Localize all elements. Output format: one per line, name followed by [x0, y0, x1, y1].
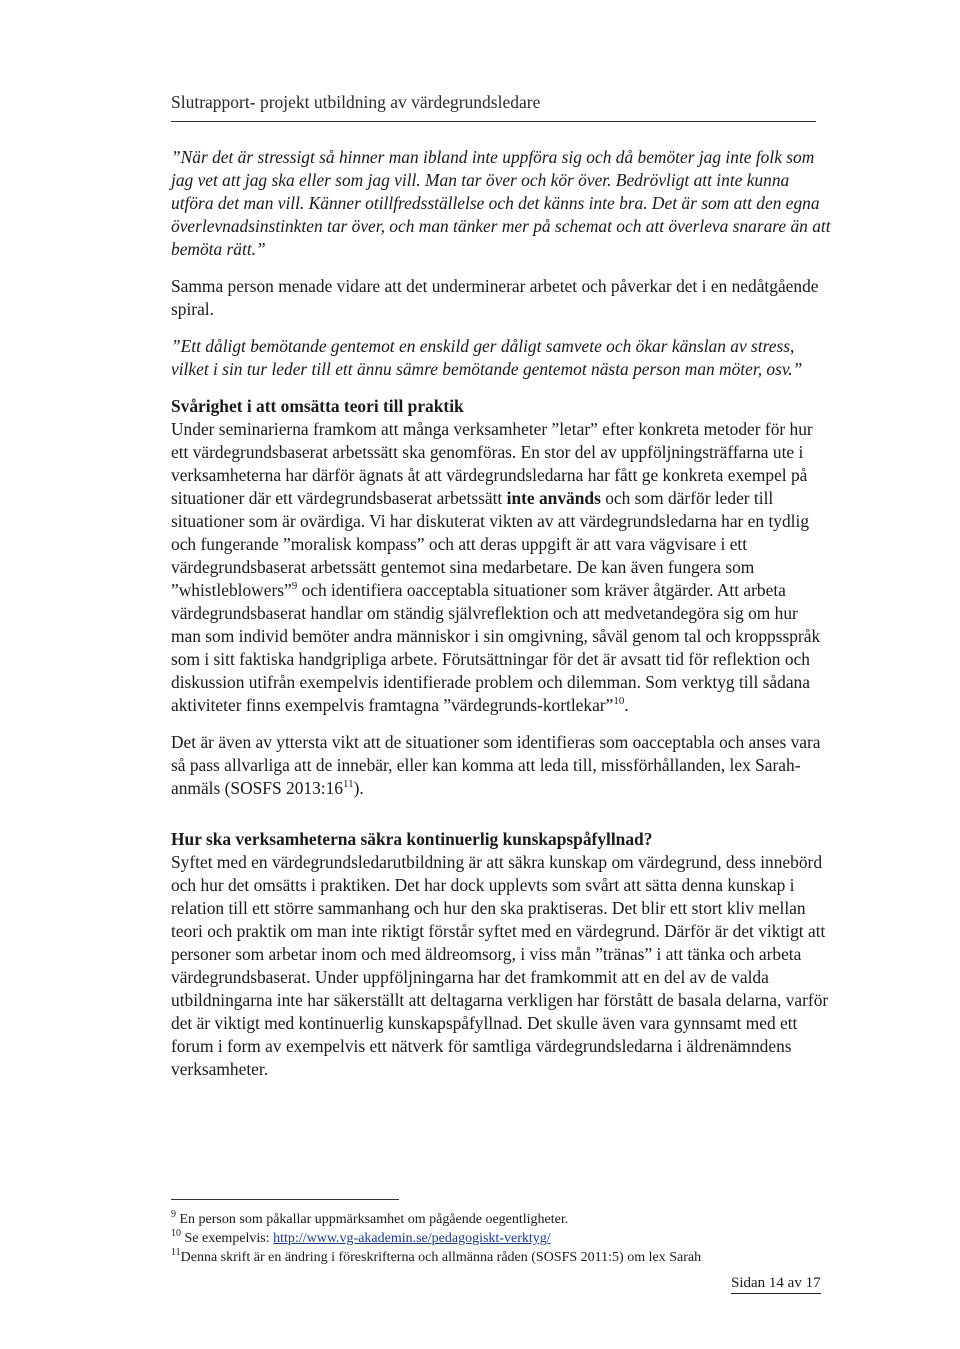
- page-header: Slutrapport- projekt utbildning av värdegrundsledare: [171, 92, 816, 122]
- text-segment: .: [624, 695, 629, 715]
- text-segment: och identifiera oacceptabla situationer som kräver åtgärder. Att arbeta värdegrundsbaserat handlar om ständig självreflektion och att medvetandegöra sig om hur man som individ bemöter andra människor i sin omgivning, såväl genom tal och kroppsspråk som i sitt faktiska handgripliga arbete. Förutsättningar för det är avsatt tid för reflektion och diskussion utifrån exempelvis identifierade problem och dilemman. Som verktyg till sådana aktiviteter finns exempelvis framtagna ”värdegrunds-kortlekar”: [171, 580, 821, 715]
- text-segment: Under seminarierna framkom att många verksamheter ”letar” efter konkreta metoder för hur ett värdegrundsbaserat arbetssätt ska genomföras. En stor del av uppföljningsträffarna ute i verksamheterna har därför ägnats åt att värdegrundsledarna har fått ge konkreta exempel på situationer där ett värdegrundsbaserat arbetssätt: [171, 419, 813, 508]
- quote-stress: ”När det är stressigt så hinner man ibland inte uppföra sig och då bemöter jag inte folk som jag vet att jag ska eller som jag vill. Man tar över och kör över. Bedrövligt att inte kunna utföra det man vill. Känner otillfredsställelse och det känns inte bra. Det är som att den egna överlevnadsinstinkten tar över, och man tänker mer på schemat och att överleva snarare än att bemöta rätt.”: [171, 147, 831, 259]
- quote-bemotande: ”Ett dåligt bemötande gentemot en enskild ger dåligt samvete och ökar känslan av stress, vilket i sin tur leder till ett ännu sämre bemötande gentemot nästa person man möter, osv.”: [171, 336, 803, 379]
- paragraph-spiral: Samma person menade vidare att det underminerar arbetet och påverkar det i en nedåtgående spiral.: [171, 276, 819, 319]
- footnote-text: En person som påkallar uppmärksamhet om pågående oegentligheter.: [179, 1212, 569, 1227]
- footnote-ref-9[interactable]: 9: [291, 580, 298, 592]
- footnote-divider: [171, 1199, 399, 1200]
- text-segment: och som därför leder till situationer som är ovärdiga. Vi har diskuterat vikten av att värdegrundsledarna har en tydlig och fungerande ”moralisk kompass” och att deras uppgift är att vara vägvisare i ett värdegrundsbaserat arbetssätt gentemot sina medarbetare. De kan även fungera som ”whistleblowers”: [171, 488, 810, 600]
- bold-inte-anvands: inte används: [506, 488, 601, 508]
- footnote-text: Denna skrift är en ändring i föreskrifterna och allmänna råden (SOSFS 2011:5) om lex Sarah: [180, 1250, 702, 1265]
- footnote-number: 10: [171, 1228, 181, 1239]
- paragraph-teori-praktik: [171, 418, 831, 717]
- text-segment: ).: [353, 778, 364, 798]
- text-segment: Det är även av yttersta vikt att de situationer som identifieras som oacceptabla och anses vara så pass allvarliga att de innebär, eller kan komma att leda till, missförhållanden, lex Sarah- anmäls (SOSFS 2013:16: [171, 732, 821, 798]
- paragraph-kunskapspafyllnad: Syftet med en värdegrundsledarutbildning är att säkra kunskap om värdegrund, dess innebörd och hur det omsätts i praktiken. Det har dock upplevts som svårt att sätta denna kunskap i relation till ett större sammanhang och hur den ska praktiseras. Det blir ett stort kliv mellan teori och praktik om man inte riktigt förstår syftet med en värdegrund. Därför är det viktigt att personer som arbetar inom och med äldreomsorg, i viss mån ”tränas” i att tänka och arbeta värdegrundsbaserat. Under uppföljningarna har det framkommit att en del av de valda utbildningarna inte har säkerställt att deltagarna verkligen har förstått de basala delarna, varför det är viktigt med kontinuerlig kunskapspåfyllnad. Det skulle även vara gynnsamt med ett forum i form av exempelvis ett nätverk för samtliga värdegrundsledarna i äldrenämndens verksamheter.: [171, 852, 829, 1079]
- footnote-ref-10[interactable]: 10: [613, 695, 625, 707]
- footnotes: [171, 1210, 831, 1267]
- heading-kunskapspafyllnad: Hur ska verksamheterna säkra kontinuerlig kunskapspåfyllnad?: [171, 829, 653, 849]
- main-content: [171, 146, 831, 1095]
- footnote-text: Se exempelvis:: [184, 1231, 274, 1246]
- footnote-9: [171, 1210, 831, 1229]
- page-number: Sidan 14 av 17: [731, 1275, 821, 1294]
- heading-teori-praktik: Svårighet i att omsätta teori till praktik: [171, 396, 464, 416]
- footnote-ref-11[interactable]: 11: [343, 778, 354, 790]
- footnote-link[interactable]: http://www.vg-akademin.se/pedagogiskt-verktyg/: [273, 1231, 551, 1246]
- footnote-number: 11: [171, 1247, 181, 1258]
- footnote-10: [171, 1229, 831, 1248]
- paragraph-lex-sarah: [171, 731, 831, 800]
- footnote-11: [171, 1248, 831, 1267]
- footnote-number: 9: [171, 1209, 176, 1220]
